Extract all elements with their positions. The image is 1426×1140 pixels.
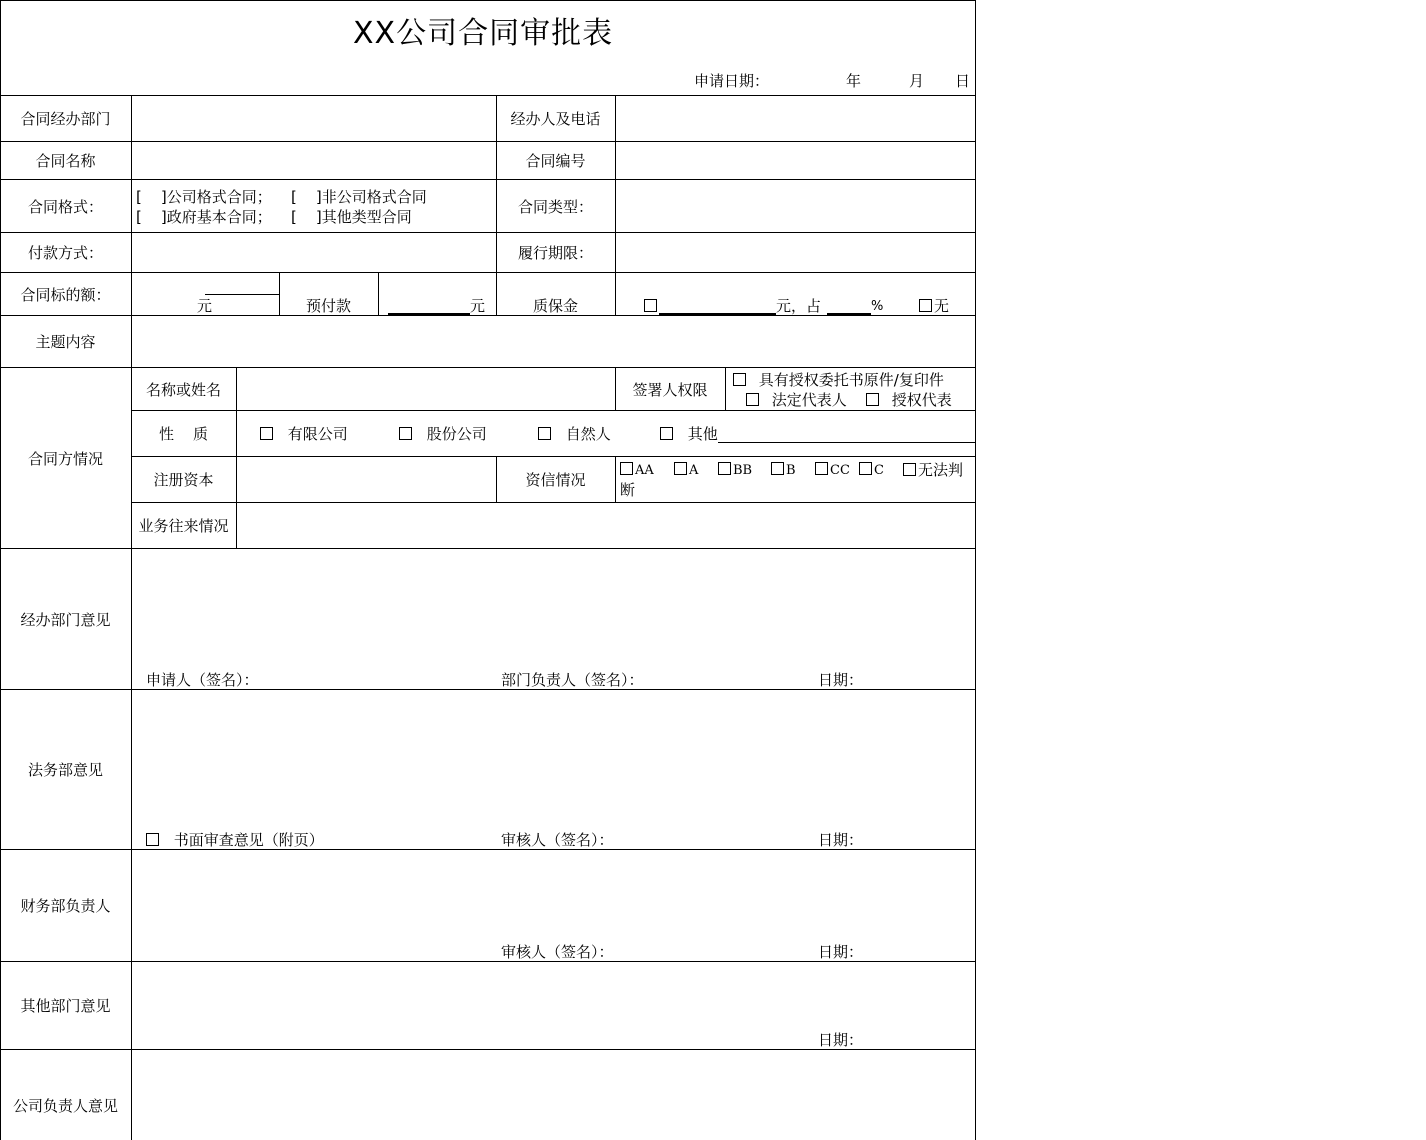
dept-label: 合同经办部门: [20, 110, 111, 128]
warranty-none-label: 无: [934, 297, 950, 315]
term-field[interactable]: [616, 233, 975, 272]
signer-option-authorization[interactable]: 具有授权委托书原件/复印件: [733, 370, 944, 390]
applicant-signature-label: 申请人（签名）：: [146, 671, 259, 689]
finance-reviewer-signature-label: 审核人（签名）：: [501, 943, 614, 961]
dept-head-signature-label: 部门负责人（签名）：: [501, 671, 644, 689]
business-history-label: 业务往来情况: [138, 517, 229, 535]
warranty-label: 质保金: [532, 297, 578, 315]
party-name-label: 名称或姓名: [145, 381, 221, 399]
signer-authority-label: 签署人权限: [632, 381, 708, 399]
amount-label: 合同标的额：: [20, 286, 111, 304]
checkbox-icon[interactable]: [538, 427, 551, 440]
apply-date-label: 申请日期：: [694, 72, 770, 90]
warranty-amount-underline[interactable]: [659, 313, 776, 315]
checkbox-icon[interactable]: [903, 463, 916, 476]
col-line: [615, 456, 616, 502]
checkbox-icon[interactable]: [815, 462, 828, 475]
term-label: 履行期限：: [517, 244, 593, 262]
checkbox-icon[interactable]: [399, 427, 412, 440]
capital-field[interactable]: [237, 457, 496, 502]
handler-label: 经办人及电话: [510, 110, 601, 128]
capital-label: 注册资本: [153, 471, 214, 489]
frame-left: [0, 0, 1, 1140]
prepay-unit: 元: [470, 297, 486, 315]
row-line: [131, 410, 976, 411]
subject-label: 主题内容: [35, 333, 96, 351]
warranty-checkbox[interactable]: [644, 299, 657, 312]
legal-dept-opinion-field[interactable]: [132, 690, 975, 820]
other-dept-opinion-field[interactable]: [132, 962, 975, 1024]
nature-label: 性 质: [158, 425, 209, 443]
handler-field[interactable]: [616, 96, 975, 141]
credit-option-b[interactable]: B: [771, 461, 796, 481]
party-name-field[interactable]: [237, 368, 615, 410]
payment-label: 付款方式：: [27, 244, 103, 262]
credit-option-aa[interactable]: AA: [620, 461, 654, 481]
checkbox-icon[interactable]: [674, 462, 687, 475]
col-line: [725, 367, 726, 410]
contract-name-field[interactable]: [132, 142, 496, 179]
legal-dept-opinion-label: 法务部意见: [27, 761, 103, 779]
credit-option-c[interactable]: C: [859, 461, 884, 481]
frame-right: [975, 0, 976, 1140]
contract-type-label: 合同类型：: [517, 198, 593, 216]
checkbox-icon[interactable]: [866, 393, 879, 406]
nature-option-limited[interactable]: 有限公司: [260, 424, 348, 444]
party-section-label: 合同方情况: [27, 450, 103, 468]
handling-dept-opinion-field[interactable]: [132, 549, 975, 659]
dept-field[interactable]: [132, 96, 496, 141]
nature-option-joint-stock[interactable]: 股份公司: [399, 424, 487, 444]
apply-date-day: 日: [955, 72, 971, 90]
checkbox-icon[interactable]: [733, 373, 746, 386]
written-review-option[interactable]: 书面审查意见（附页）: [146, 830, 324, 850]
format-label: 合同格式：: [27, 198, 103, 216]
checkbox-icon[interactable]: [771, 462, 784, 475]
legal-date-label: 日期：: [818, 831, 864, 849]
subject-field[interactable]: [132, 316, 975, 367]
credit-option-undeterminable[interactable]: 无法判: [903, 460, 963, 480]
payment-field[interactable]: [132, 233, 496, 272]
checkbox-icon[interactable]: [146, 833, 159, 846]
finance-date-label: 日期：: [818, 943, 864, 961]
nature-option-other[interactable]: 其他: [660, 424, 718, 444]
checkbox-icon[interactable]: [260, 427, 273, 440]
page-title: XX公司合同审批表: [353, 16, 614, 51]
warranty-percent-sign: %: [871, 299, 884, 314]
nature-option-natural-person[interactable]: 自然人: [538, 424, 611, 444]
checkbox-icon[interactable]: [660, 427, 673, 440]
handling-dept-date-label: 日期：: [818, 671, 864, 689]
amount-unit: 元: [197, 297, 213, 315]
finance-head-label: 财务部负责人: [20, 897, 111, 915]
warranty-none-checkbox[interactable]: [919, 299, 932, 312]
signer-option-authorized-rep[interactable]: 授权代表: [866, 390, 952, 410]
contract-number-field[interactable]: [616, 142, 975, 179]
credit-option-bb[interactable]: BB: [718, 461, 752, 481]
other-dept-date-label: 日期：: [818, 1031, 864, 1049]
format-option-other[interactable]: [ ]其他类型合同: [291, 208, 412, 226]
contract-number-label: 合同编号: [525, 152, 586, 170]
credit-label: 资信情况: [525, 471, 586, 489]
credit-option-wrap: 断: [620, 481, 636, 499]
contract-name-label: 合同名称: [35, 152, 96, 170]
apply-date-month: 月: [909, 72, 925, 90]
frame-top: [0, 0, 976, 1]
company-head-opinion-label: 公司负责人意见: [12, 1097, 118, 1115]
warranty-percent-underline[interactable]: [827, 313, 871, 315]
company-head-opinion-field[interactable]: [132, 1050, 975, 1140]
checkbox-icon[interactable]: [746, 393, 759, 406]
nature-other-underline[interactable]: [718, 442, 975, 443]
format-option-company[interactable]: [ ]公司格式合同；: [136, 188, 272, 206]
credit-option-cc[interactable]: CC: [815, 461, 850, 481]
apply-date-year: 年: [846, 72, 862, 90]
checkbox-icon[interactable]: [859, 462, 872, 475]
signer-option-legal-rep[interactable]: 法定代表人: [746, 390, 847, 410]
checkbox-icon[interactable]: [620, 462, 633, 475]
checkbox-icon[interactable]: [718, 462, 731, 475]
format-option-non-company[interactable]: [ ]非公司格式合同: [291, 188, 427, 206]
other-dept-opinion-label: 其他部门意见: [20, 997, 111, 1015]
handling-dept-opinion-label: 经办部门意见: [20, 611, 111, 629]
legal-reviewer-signature-label: 审核人（签名）：: [501, 831, 614, 849]
business-history-field[interactable]: [237, 503, 975, 548]
warranty-unit: 元，占: [776, 297, 822, 315]
contract-type-field[interactable]: [616, 180, 975, 232]
credit-option-a[interactable]: A: [674, 461, 698, 481]
prepay-label: 预付款: [305, 297, 351, 315]
finance-head-opinion-field[interactable]: [132, 850, 975, 935]
format-option-government[interactable]: [ ]政府基本合同；: [136, 208, 272, 226]
